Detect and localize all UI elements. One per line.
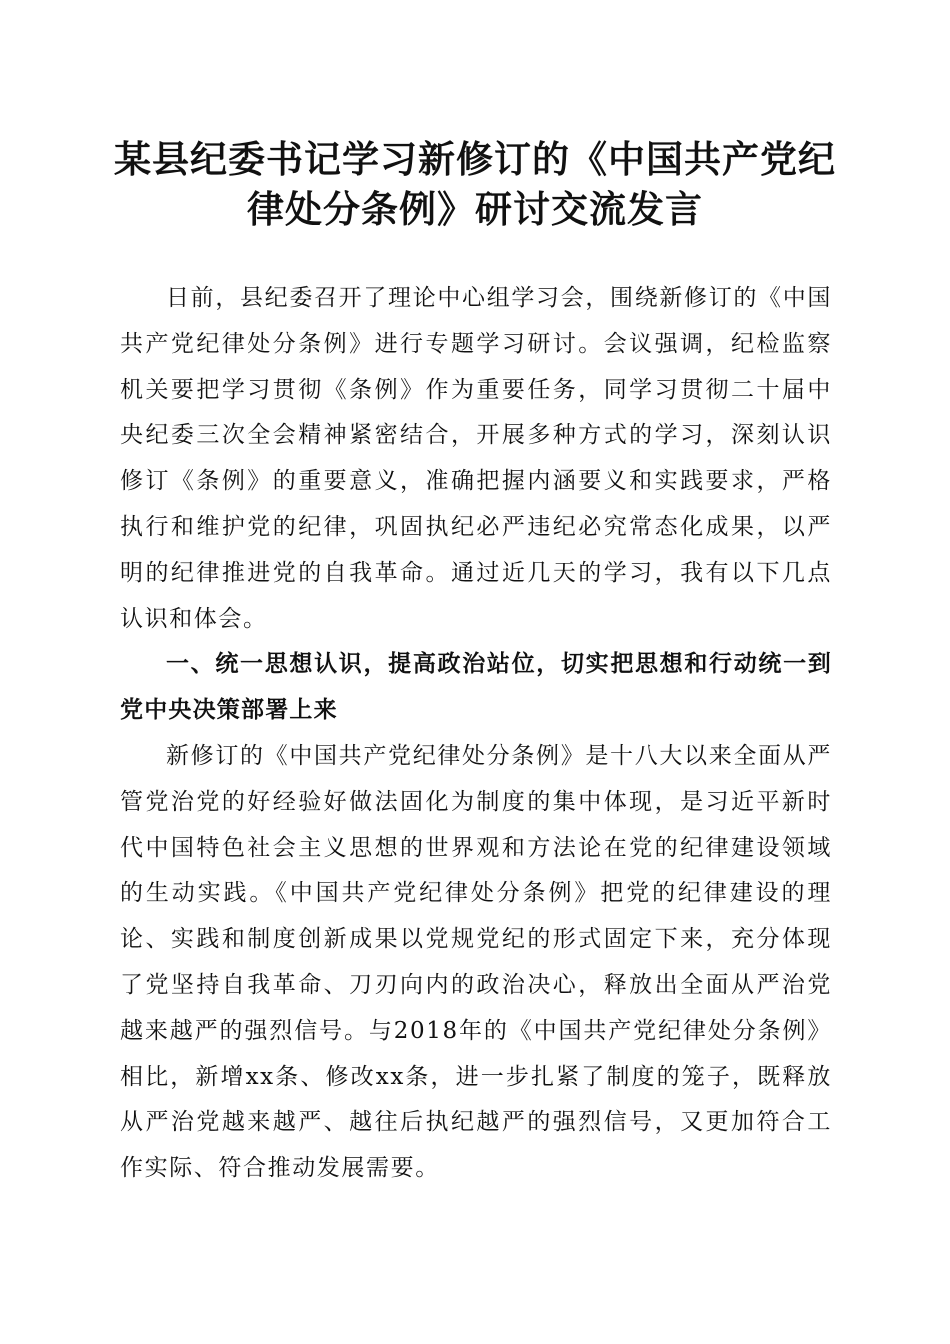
section-heading-1: 一、统一思想认识，提高政治站位，切实把思想和行动统一到党中央决策部署上来	[120, 651, 832, 724]
section-1-paragraph: 新修订的《中国共产党纪律处分条例》是十八大以来全面从严管党治党的好经验好做法固化为制度的集中体现，是习近平新时代中国特色社会主义思想的世界观和方法论在党的纪律建设领域的生动实践。《中国共产党纪律处分条例》把党的纪律建设的理论、实践和制度创新成果以党规党纪的形式固定下来，充分体现了党坚持自我革命、刀刃向内的政治决心，释放出全面从严治党越来越严的强烈信号。与2018年的《中国共产党纪律处分条例》相比，新增xx条、修改xx条，进一步扎紧了制度的笼子，既释放从严治党越来越严、越往后执纪越严的强烈信号，又更加符合工作实际、符合推动发展需要。	[120, 742, 832, 1182]
document-body	[120, 276, 832, 1192]
intro-paragraph: 日前，县纪委召开了理论中心组学习会，围绕新修订的《中国共产党纪律处分条例》进行专题学习研讨。会议强调，纪检监察机关要把学习贯彻《条例》作为重要任务，同学习贯彻二十届中央纪委三次全会精神紧密结合，开展多种方式的学习，深刻认识修订《条例》的重要意义，准确把握内涵要义和实践要求，严格执行和维护党的纪律，巩固执纪必严违纪必究常态化成果，以严明的纪律推进党的自我革命。通过近几天的学习，我有以下几点认识和体会。	[120, 285, 832, 632]
document-title: 某县纪委书记学习新修订的《中国共产党纪律处分条例》研讨交流发言	[114, 137, 836, 231]
